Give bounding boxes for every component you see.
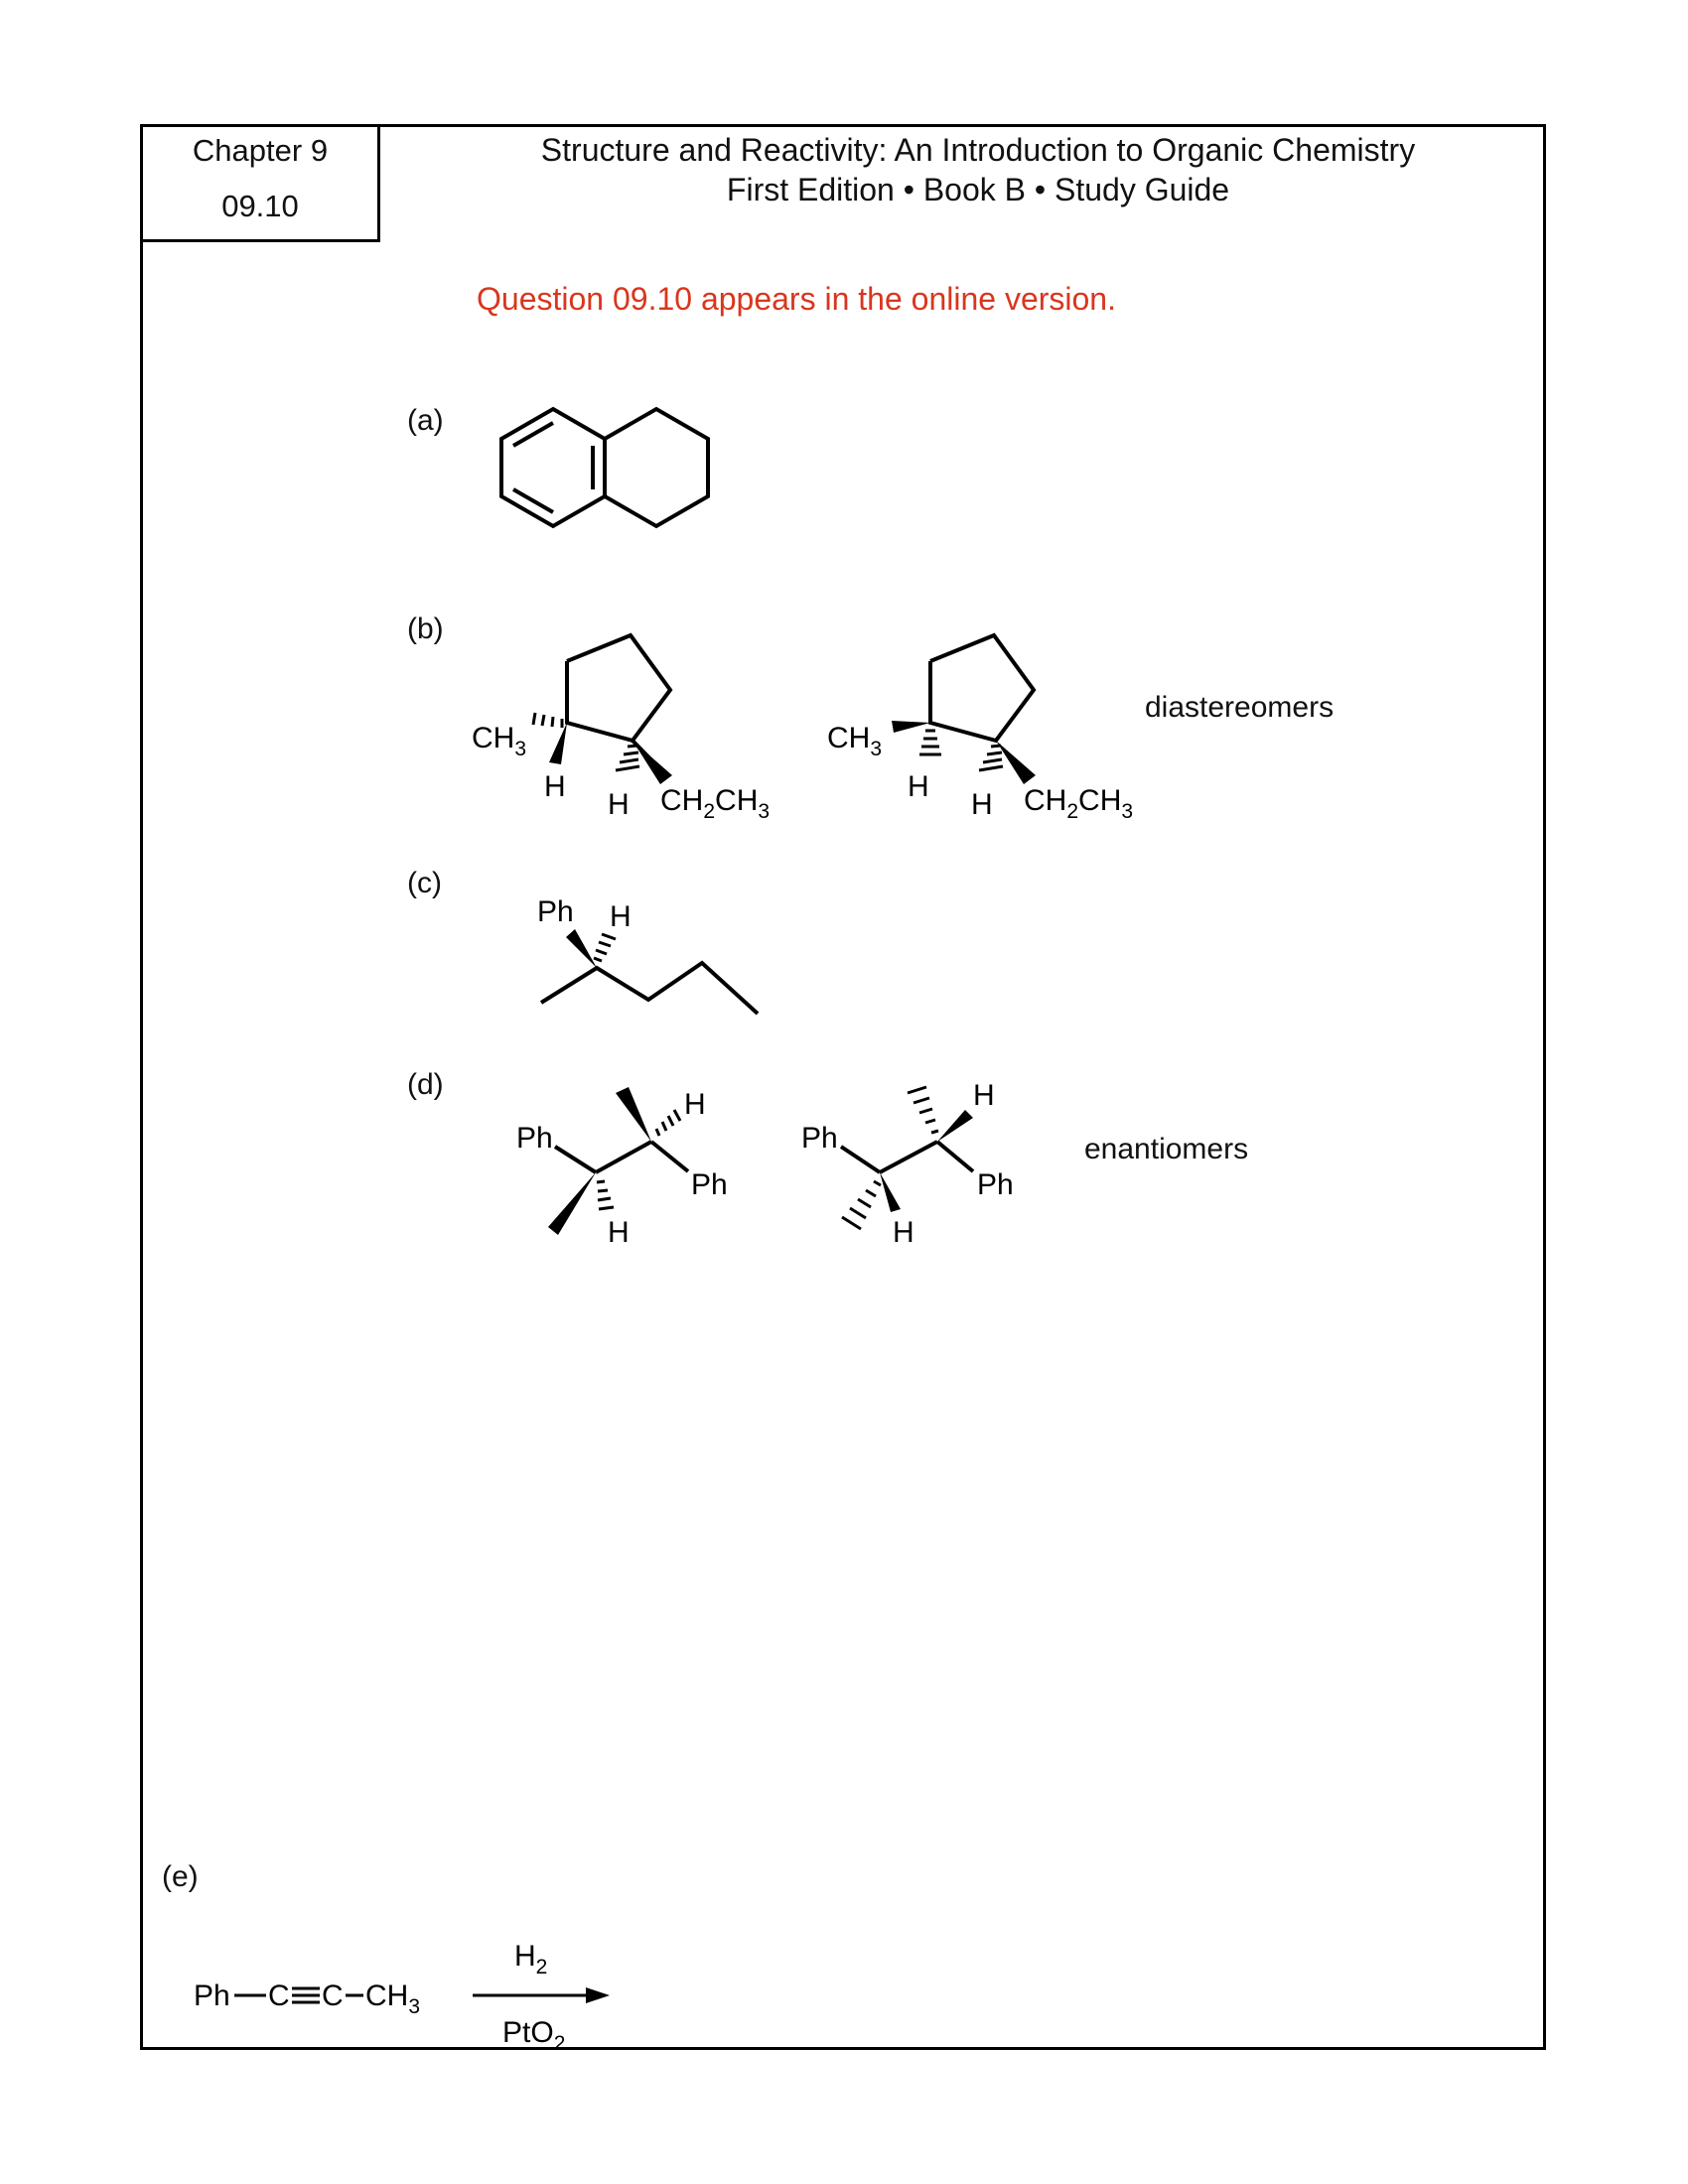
online-notice: Question 09.10 appears in the online version. xyxy=(477,281,1116,317)
part-c-label: (c) xyxy=(407,867,442,899)
h-label-1a: H xyxy=(544,770,566,803)
cyclopentane-isomer-1 xyxy=(533,635,672,784)
reaction-c1: C xyxy=(268,1979,290,2012)
ph-label-d1a: Ph xyxy=(516,1122,553,1155)
ph-label-d2b: Ph xyxy=(977,1168,1014,1201)
diphenylbutane-isomer-2 xyxy=(801,1079,1014,1249)
part-b-label: (b) xyxy=(407,613,444,645)
cyclopentane-isomer-2 xyxy=(892,635,1036,784)
methyl-label-1: $CH_3$ xyxy=(472,722,527,760)
h-label-1b: H xyxy=(608,788,630,821)
h-label-d2b: H xyxy=(973,1079,995,1112)
reaction-ph: Ph xyxy=(194,1979,230,2012)
h-label-d1b: H xyxy=(684,1088,706,1121)
part-d-label: (d) xyxy=(407,1068,444,1101)
enantiomers-label: enantiomers xyxy=(1084,1133,1249,1165)
h-label-2b: H xyxy=(971,788,993,821)
ethyl-label-1: $CH_2CH_3$ xyxy=(660,784,771,823)
ph-label-d2a: Ph xyxy=(801,1122,838,1155)
h-label-2a: H xyxy=(908,770,929,803)
book-title: Structure and Reactivity: An Introduction to Organic Chemistry xyxy=(540,132,1416,168)
diphenylbutane-isomer-1 xyxy=(516,1087,728,1249)
reagent-h2: $H_2$ xyxy=(514,1940,548,1979)
reaction-methyl: $CH_3$ xyxy=(365,1979,421,2018)
reagent-pto2: PtO$_2$ xyxy=(502,2016,566,2055)
diastereomers-label: diastereomers xyxy=(1145,691,1335,724)
ethyl-label-2: $CH_2CH_3$ xyxy=(1024,784,1134,823)
tetralin-structure xyxy=(501,409,708,526)
h-label-c: H xyxy=(610,900,632,933)
methyl-label-2: $CH_3$ xyxy=(827,722,883,760)
alkyne-reaction xyxy=(194,1940,610,2055)
reaction-arrowhead xyxy=(586,1987,610,2003)
part-a-label: (a) xyxy=(407,404,444,437)
h-label-d1a: H xyxy=(608,1216,630,1249)
chapter-label: Chapter 9 xyxy=(192,133,329,168)
h-label-d2a: H xyxy=(893,1216,914,1249)
ph-label-c: Ph xyxy=(537,895,574,928)
ph-label-d1b: Ph xyxy=(691,1168,728,1201)
phenylpentane-structure xyxy=(537,895,758,1014)
part-e-label: (e) xyxy=(162,1860,199,1893)
book-subtitle: First Edition • Book B • Study Guide xyxy=(726,172,1230,207)
section-number: 09.10 xyxy=(221,189,299,223)
reaction-c2: C xyxy=(322,1979,344,2012)
